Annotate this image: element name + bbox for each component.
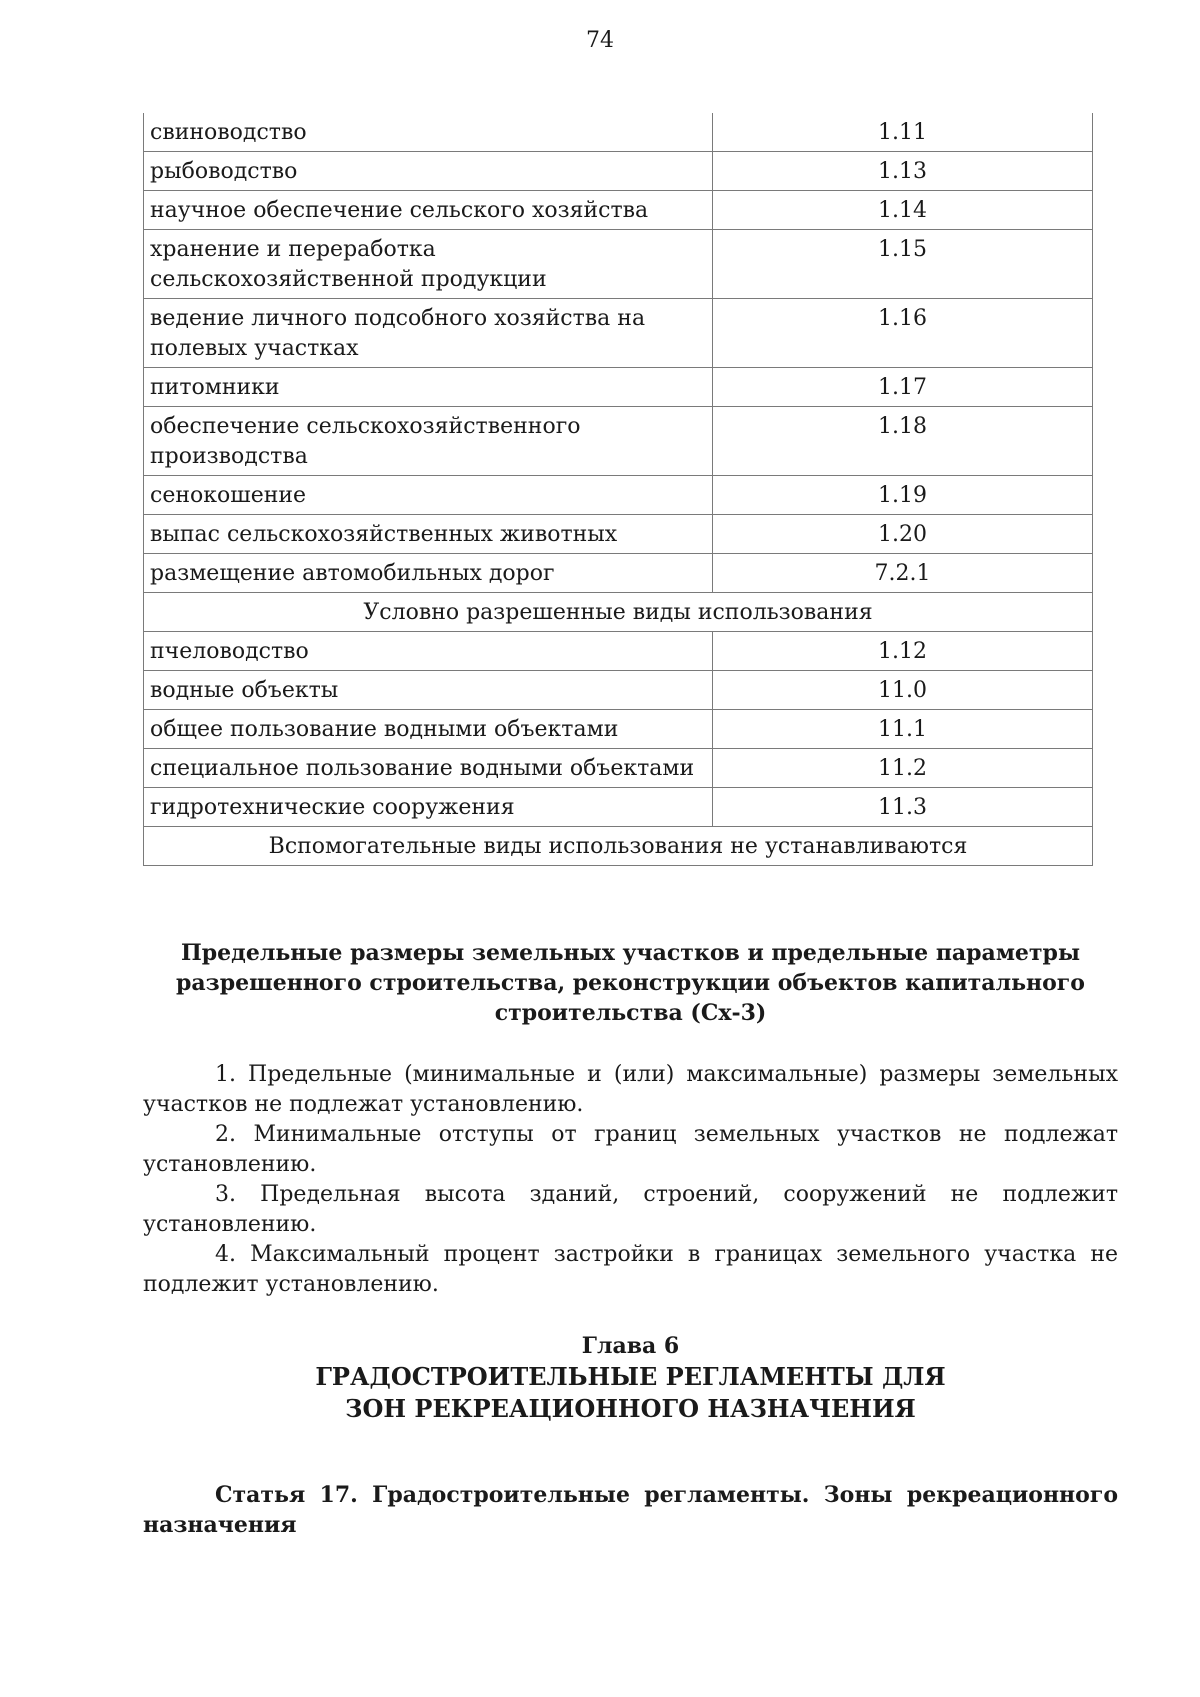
table-row — [144, 299, 1093, 368]
land-use-table — [143, 113, 1093, 866]
use-code-cell: 1.12 — [713, 632, 1093, 671]
table-row — [144, 476, 1093, 515]
table-row — [144, 788, 1093, 827]
use-name-cell: научное обеспечение сельского хозяйства — [144, 191, 713, 230]
use-name-cell: размещение автомобильных дорог — [144, 554, 713, 593]
use-code-cell: 1.19 — [713, 476, 1093, 515]
conditional-rows — [144, 632, 1093, 827]
main-rows — [144, 113, 1093, 593]
use-name-cell: выпас сельскохозяйственных животных — [144, 515, 713, 554]
table-row — [144, 368, 1093, 407]
table-row — [144, 113, 1093, 152]
paragraph: 4. Максимальный процент застройки в границах земельного участка не подлежит установлению. — [143, 1242, 1118, 1297]
conditional-uses-header: Условно разрешенные виды использования — [144, 593, 1093, 632]
table-row — [144, 710, 1093, 749]
use-name-cell: хранение и переработка сельскохозяйственной продукции — [144, 230, 713, 299]
chapter-title-line-2: ЗОН РЕКРЕАЦИОННОГО НАЗНАЧЕНИЯ — [345, 1394, 916, 1423]
table-row — [144, 749, 1093, 788]
section-header-row — [144, 827, 1093, 866]
use-name-cell: водные объекты — [144, 671, 713, 710]
use-name-cell: общее пользование водными объектами — [144, 710, 713, 749]
paragraph: 1. Предельные (минимальные и (или) максимальные) размеры земельных участков не подлежат установлению. — [143, 1062, 1118, 1117]
limits-paragraphs — [143, 1060, 1118, 1300]
use-name-cell: пчеловодство — [144, 632, 713, 671]
limits-heading: Предельные размеры земельных участков и предельные параметры разрешенного строительства, реконструкции объектов капитального строительства (Сх-3) — [176, 940, 1085, 1026]
paragraph: 2. Минимальные отступы от границ земельных участков не подлежат установлению. — [143, 1122, 1118, 1177]
table-row — [144, 632, 1093, 671]
use-name-cell: сенокошение — [144, 476, 713, 515]
use-name-cell: обеспечение сельскохозяйственного производства — [144, 407, 713, 476]
use-code-cell: 11.2 — [713, 749, 1093, 788]
page-number: 74 — [586, 28, 614, 53]
conditional-section — [144, 593, 1093, 632]
table-row — [144, 515, 1093, 554]
use-code-cell: 11.1 — [713, 710, 1093, 749]
use-code-cell: 1.20 — [713, 515, 1093, 554]
use-code-cell: 11.3 — [713, 788, 1093, 827]
table-row — [144, 554, 1093, 593]
article-heading: Статья 17. Градостроительные регламенты. Зоны рекреационного назначения — [143, 1482, 1118, 1538]
table-row — [144, 230, 1093, 299]
chapter-title-line-1: ГРАДОСТРОИТЕЛЬНЫЕ РЕГЛАМЕНТЫ ДЛЯ — [315, 1362, 946, 1391]
use-code-cell: 1.15 — [713, 230, 1093, 299]
auxiliary-uses-note: Вспомогательные виды использования не устанавливаются — [144, 827, 1093, 866]
auxiliary-section — [144, 827, 1093, 866]
paragraph: 3. Предельная высота зданий, строений, сооружений не подлежит установлению. — [143, 1182, 1118, 1237]
use-name-cell: рыбоводство — [144, 152, 713, 191]
use-code-cell: 7.2.1 — [713, 554, 1093, 593]
use-code-cell: 1.13 — [713, 152, 1093, 191]
use-name-cell: гидротехнические сооружения — [144, 788, 713, 827]
chapter-heading — [143, 1331, 1118, 1425]
use-name-cell: специальное пользование водными объектами — [144, 749, 713, 788]
section-header-row — [144, 593, 1093, 632]
use-name-cell: свиноводство — [144, 113, 713, 152]
chapter-number: Глава 6 — [581, 1333, 680, 1359]
use-code-cell: 1.17 — [713, 368, 1093, 407]
use-code-cell: 1.16 — [713, 299, 1093, 368]
table-row — [144, 671, 1093, 710]
use-code-cell: 1.11 — [713, 113, 1093, 152]
use-name-cell: ведение личного подсобного хозяйства на полевых участках — [144, 299, 713, 368]
table-row — [144, 407, 1093, 476]
use-code-cell: 11.0 — [713, 671, 1093, 710]
use-code-cell: 1.14 — [713, 191, 1093, 230]
table-row — [144, 152, 1093, 191]
table-row — [144, 191, 1093, 230]
use-name-cell: питомники — [144, 368, 713, 407]
use-code-cell: 1.18 — [713, 407, 1093, 476]
